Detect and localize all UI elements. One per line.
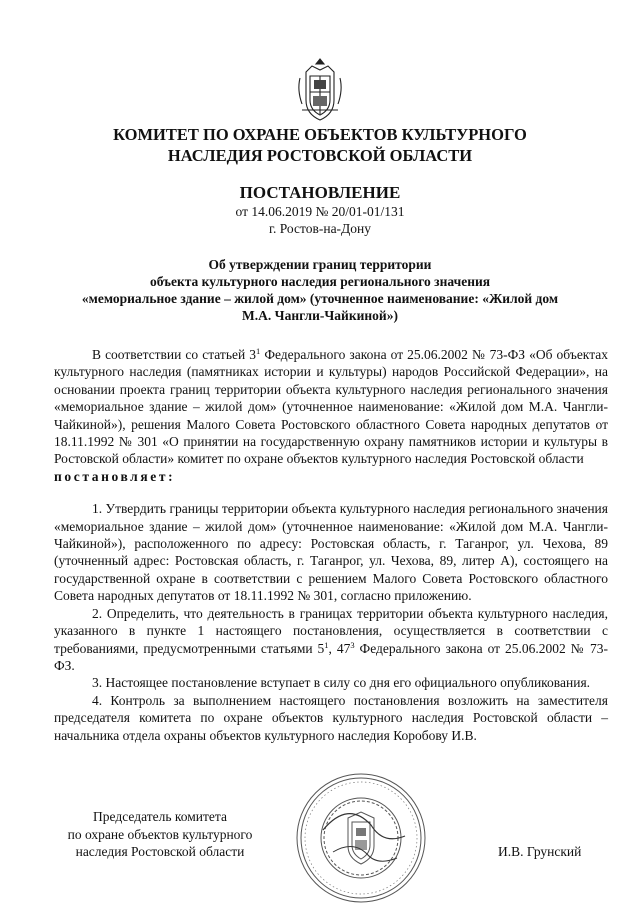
subject-line-2: объекта культурного наследия регионального значения xyxy=(149,274,491,289)
item-2-paragraph: 2. Определить, что деятельность в границах территории объекта культурного наследия, указанного в пункте 1 настоящего постановления, осуществляется в соответствии с требованиями, предусмотренными статьями $5^1$, $47^3$ Федерального закона от 25.06.2002 № 73-ФЗ. xyxy=(54,605,608,673)
item-1-paragraph: 1. Утвердить границы территории объекта культурного наследия регионального значения «мемориальное здание – жилой дом» (уточненное наименование: «Жилой дом М.А. Чангли-Чайкиной»), расположенного по адресу: Ростовская область, г. Таганрог, ул. Чехова, 89 (уточненный адрес: Ростовская область, г. Таганрог, ул. Чехова, 89, литер А), состоящего на государственной охране в соответствии с решением Малого Совета Ростовского областного Совета народных депутатов от 18.11.1992 № 301, согласно приложению. xyxy=(54,501,608,604)
official-seal-stamp xyxy=(293,770,429,906)
preamble-paragraph: В соответствии со статьей $3^1$ Федерального закона от 25.06.2002 № 73-ФЗ «Об объектах культурного наследия (памятниках истории и культуры) народов Российской Федерации», на основании проекта границ территории объекта культурного наследия регионального значения «мемориальное здание – жилой дом» (уточненное наименование: «Жилой дом М.А. Чангли-Чайкиной»), решения Малого Совета Ростовского областного Совета народных депутатов от 18.11.1992 № 301 «О принятии на государственную охрану памятников истории и культуры в Ростовской области» комитет по охране объектов культурного наследия Ростовской области постановляет: xyxy=(54,346,608,484)
committee-line-2: НАСЛЕДИЯ РОСТОВСКОЙ ОБЛАСТИ xyxy=(167,146,473,165)
subject-line-1: Об утверждении границ территории xyxy=(208,257,432,272)
document-place: г. Ростов-на-Дону xyxy=(268,221,371,236)
committee-name xyxy=(60,124,580,166)
subject-line-4: М.А. Чангли-Чайкиной») xyxy=(242,308,398,323)
signatory-name: И.В. Грунский xyxy=(498,844,582,859)
document-subject xyxy=(52,256,588,324)
document-body xyxy=(54,346,608,744)
document-type-heading: ПОСТАНОВЛЕНИЕ xyxy=(239,183,401,202)
paragraph-gap xyxy=(54,485,608,500)
committee-line-1: КОМИТЕТ ПО ОХРАНЕ ОБЪЕКТОВ КУЛЬТУРНОГО xyxy=(113,125,527,144)
decree-word: постановляет: xyxy=(54,468,176,484)
document-date-number: от 14.06.2019 № 20/01-01/131 xyxy=(235,204,405,219)
subject-line-3: «мемориальное здание – жилой дом» (уточненное наименование: «Жилой дом xyxy=(81,291,559,306)
item-4-paragraph: 4. Контроль за выполнением настоящего постановления возложить на заместителя председателя комитета по охране объектов культурного наследия Ростовской области – начальника отдела охраны объектов культурного наследия Коробову И.В. xyxy=(54,692,608,743)
item-3-paragraph: 3. Настоящее постановление вступает в силу со дня его официального опубликования. xyxy=(92,675,591,691)
signatory-title: Председатель комитета по охране объектов культурного наследия Ростовской области xyxy=(67,809,253,859)
coat-of-arms-emblem xyxy=(296,58,344,122)
document-meta xyxy=(60,203,580,237)
